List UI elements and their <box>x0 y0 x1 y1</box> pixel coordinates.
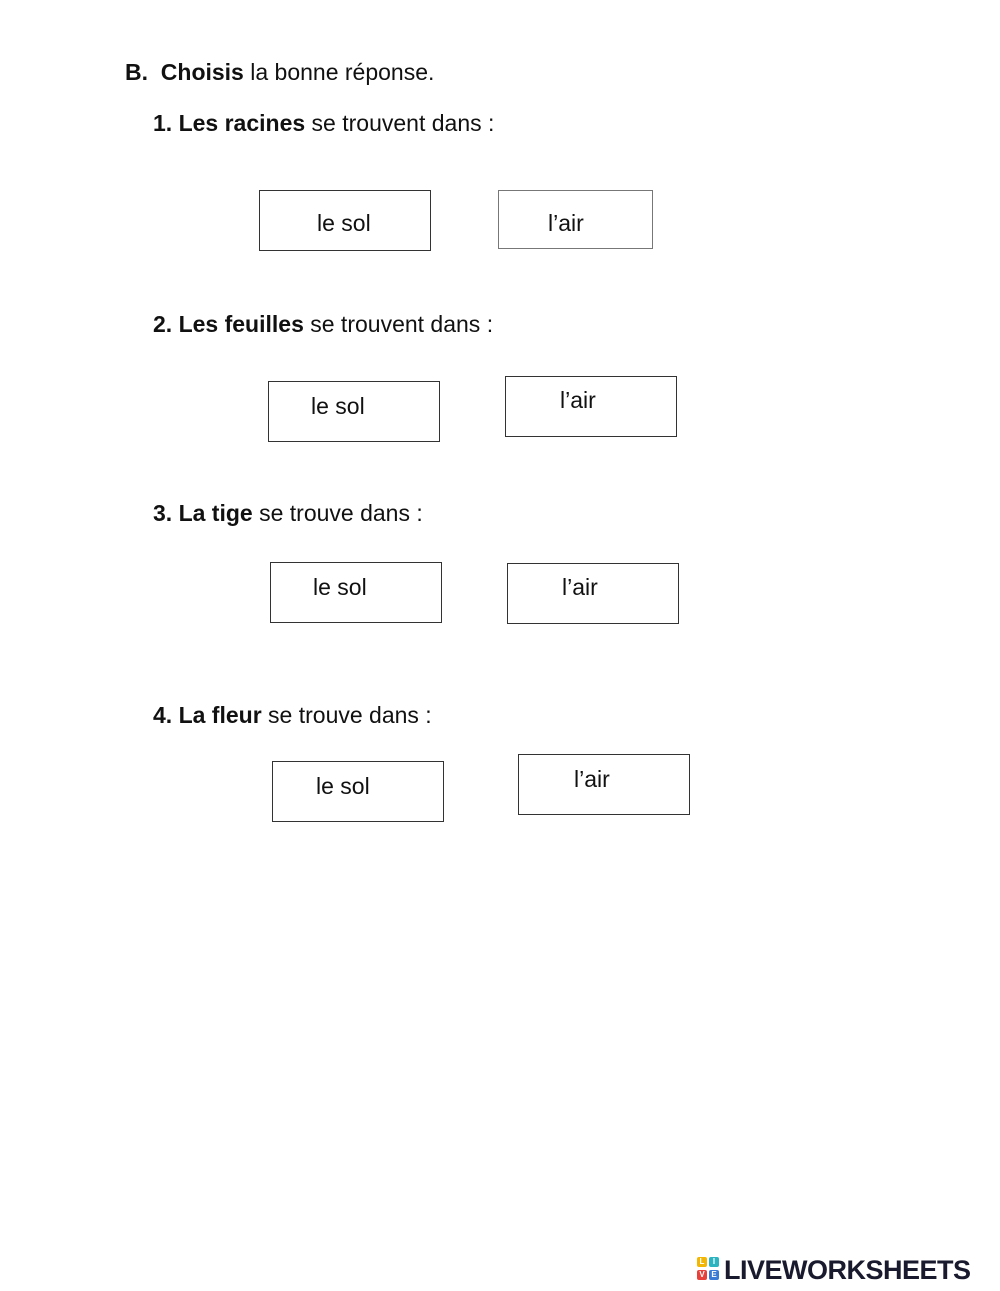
question-2 <box>153 310 493 338</box>
question-subject: Les feuilles <box>178 311 304 337</box>
instruction-text: la bonne réponse. <box>243 59 435 85</box>
question-text: se trouvent dans : <box>303 311 494 337</box>
question-1 <box>153 109 494 137</box>
q3-option-l-air[interactable] <box>507 563 679 624</box>
instruction-bold: Choisis <box>160 59 244 85</box>
question-subject: Les racines <box>178 110 306 136</box>
logo-mark-tile: L <box>697 1257 707 1267</box>
option-label: l’air <box>562 574 598 600</box>
option-label: le sol <box>313 574 367 600</box>
question-number: 4. <box>153 702 173 728</box>
question-3 <box>153 499 423 527</box>
q4-option-le-sol[interactable] <box>272 761 444 822</box>
q2-option-l-air[interactable] <box>505 376 677 437</box>
option-label: le sol <box>316 773 370 799</box>
logo-mark-tile: E <box>709 1270 719 1280</box>
liveworksheets-logo-icon <box>697 1257 721 1283</box>
logo-text: LIVEWORKSHEETS <box>724 1255 971 1285</box>
section-letter: B. <box>125 59 148 85</box>
q3-option-le-sol[interactable] <box>270 562 442 623</box>
liveworksheets-logo <box>697 1255 971 1285</box>
q1-option-le-sol[interactable] <box>259 190 431 251</box>
option-label: le sol <box>311 393 365 419</box>
q1-option-l-air[interactable] <box>498 190 653 249</box>
question-subject: La tige <box>178 500 253 526</box>
option-label: l’air <box>548 210 584 236</box>
option-label: le sol <box>317 210 371 236</box>
question-number: 1. <box>153 110 173 136</box>
question-number: 3. <box>153 500 173 526</box>
question-number: 2. <box>153 311 173 337</box>
question-text: se trouve dans : <box>261 702 432 728</box>
logo-mark-tile: I <box>709 1257 719 1267</box>
q4-option-l-air[interactable] <box>518 754 690 815</box>
option-label: l’air <box>560 387 596 413</box>
question-subject: La fleur <box>178 702 262 728</box>
section-heading <box>125 58 434 86</box>
q2-option-le-sol[interactable] <box>268 381 440 442</box>
option-label: l’air <box>574 766 610 792</box>
question-text: se trouve dans : <box>252 500 423 526</box>
logo-mark-tile: V <box>697 1270 707 1280</box>
question-text: se trouvent dans : <box>305 110 495 136</box>
question-4 <box>153 701 432 729</box>
